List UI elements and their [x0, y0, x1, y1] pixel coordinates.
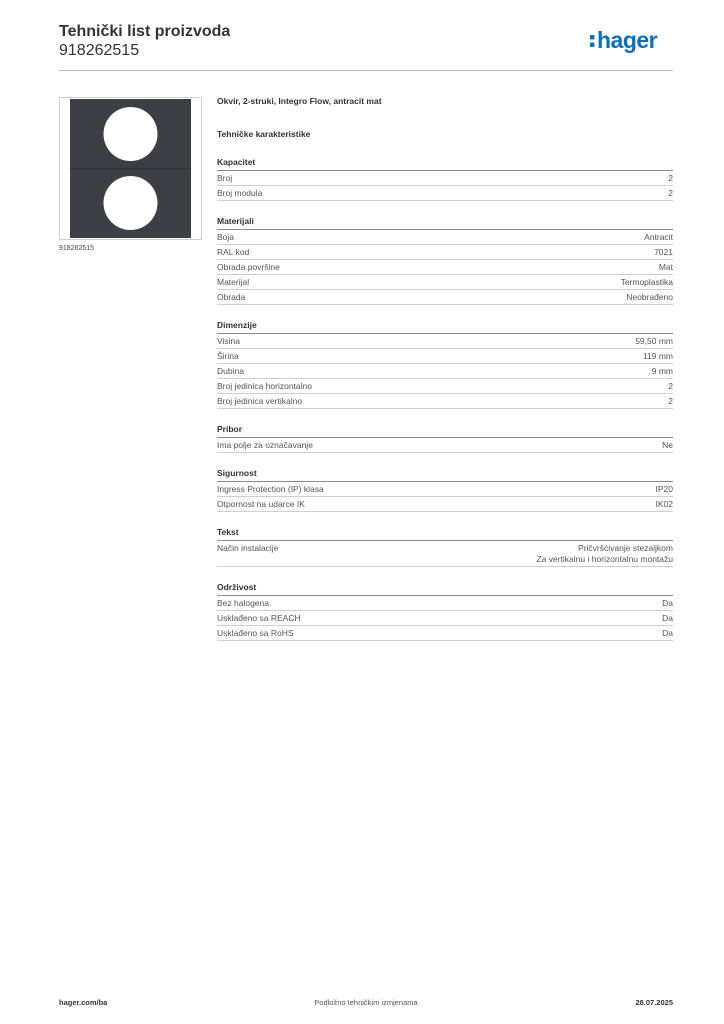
spec-value — [662, 628, 673, 639]
spec-row — [217, 334, 673, 349]
section-title: Tekst — [217, 527, 673, 541]
spec-value — [621, 277, 673, 288]
spec-label: Boja — [217, 232, 235, 242]
spec-label: Ima polje za označavanje — [217, 440, 313, 450]
spec-value-line: 2 — [668, 188, 673, 198]
spec-row — [217, 541, 673, 567]
tech-heading: Tehničke karakteristike — [217, 129, 311, 139]
spec-row — [217, 482, 673, 497]
spec-value — [668, 188, 673, 199]
spec-label: Broj jedinica horizontalno — [217, 381, 312, 391]
spec-label: Broj — [217, 173, 233, 183]
spec-value-line: 2 — [668, 173, 673, 183]
spec-label: Visina — [217, 336, 240, 346]
spec-label: RAL kod — [217, 247, 250, 257]
spec-label: Broj modula — [217, 188, 263, 198]
footer-website: hager.com/ba — [59, 998, 108, 1007]
spec-section — [217, 468, 673, 512]
spec-row — [217, 230, 673, 245]
product-image — [59, 97, 202, 240]
spec-value-line: Pričvršćivanje stezaljkom — [578, 543, 673, 553]
hager-logo — [589, 26, 673, 56]
spec-value-line: 9 mm — [651, 366, 673, 376]
spec-label: Otpornost na udarce IK — [217, 499, 305, 509]
spec-value — [668, 381, 673, 392]
spec-value — [626, 292, 673, 303]
page-header — [59, 22, 673, 70]
spec-value-line: Termoplastika — [620, 277, 673, 287]
spec-value — [644, 232, 673, 243]
spec-value-line: 59,50 mm — [635, 336, 673, 346]
spec-value-line: Za vertikalnu i horizontalnu montažu — [536, 554, 673, 564]
spec-label: Bez halogena — [217, 598, 269, 608]
spec-label: Širina — [217, 351, 239, 361]
spec-section — [217, 216, 673, 305]
spec-value — [654, 247, 673, 258]
section-title: Pribor — [217, 424, 673, 438]
section-title: Sigurnost — [217, 468, 673, 482]
spec-label: Obrada površine — [217, 262, 280, 272]
spec-row — [217, 364, 673, 379]
specifications — [217, 96, 673, 641]
spec-row — [217, 626, 673, 641]
footer-note: Podložno tehničkim izmjenama — [314, 998, 418, 1007]
spec-label: Dubina — [217, 366, 244, 376]
spec-value-line: Ne — [662, 440, 673, 450]
spec-row — [217, 171, 673, 186]
spec-value-line: Neobrađeno — [626, 292, 673, 302]
spec-row — [217, 497, 673, 512]
spec-value-line: IP20 — [655, 484, 673, 494]
spec-value — [668, 396, 673, 407]
spec-label: Broj jedinica vertikalno — [217, 396, 303, 406]
spec-row — [217, 438, 673, 453]
product-number: 918262515 — [59, 42, 140, 59]
spec-value-line: 119 mm — [642, 351, 673, 361]
spec-value — [656, 499, 674, 510]
spec-value-line: IK02 — [655, 499, 673, 509]
spec-value-line: Da — [662, 628, 673, 638]
spec-row — [217, 275, 673, 290]
spec-value-line: Da — [662, 598, 673, 608]
spec-section — [217, 527, 673, 567]
spec-row — [217, 611, 673, 626]
spec-label: Usklađeno sa REACH — [217, 613, 301, 623]
spec-row — [217, 379, 673, 394]
spec-value-line: 2 — [668, 396, 673, 406]
spec-value-line: Antracit — [644, 232, 673, 242]
spec-row — [217, 245, 673, 260]
spec-label: Materijal — [217, 277, 250, 287]
section-title: Kapacitet — [217, 157, 673, 171]
spec-value-line: Da — [662, 613, 673, 623]
spec-value — [635, 336, 673, 347]
spec-value — [659, 262, 673, 273]
spec-value-line: 7021 — [654, 247, 673, 257]
spec-value — [643, 351, 673, 362]
spec-value-line: 2 — [668, 381, 673, 391]
spec-row — [217, 186, 673, 201]
spec-value — [536, 543, 673, 565]
header-divider — [59, 70, 673, 71]
page-footer — [59, 998, 673, 1010]
spec-value — [652, 366, 673, 377]
frame-illustration — [60, 98, 201, 239]
spec-row — [217, 290, 673, 305]
document-title: Tehnički list proizvoda — [59, 23, 231, 40]
spec-value — [668, 173, 673, 184]
spec-label: Usklađeno sa RoHS — [217, 628, 294, 638]
spec-row — [217, 596, 673, 611]
spec-row — [217, 394, 673, 409]
spec-row — [217, 349, 673, 364]
spec-value — [656, 484, 674, 495]
image-caption: 918262515 — [59, 245, 95, 252]
spec-value-line: Mat — [658, 262, 673, 272]
spec-section — [217, 582, 673, 641]
section-title: Materijali — [217, 216, 673, 230]
spec-value — [662, 440, 673, 451]
spec-sections — [217, 157, 673, 641]
spec-section — [217, 424, 673, 453]
spec-section — [217, 157, 673, 201]
section-title: Održivost — [217, 582, 673, 596]
spec-label: Način instalacije — [217, 543, 279, 553]
spec-label: Ingress Protection (IP) klasa — [217, 484, 324, 494]
section-title: Dimenzije — [217, 320, 673, 334]
product-name: Okvir, 2-struki, Integro Flow, antracit mat — [217, 96, 382, 106]
logo-wordmark: hager — [597, 27, 658, 53]
spec-value — [662, 613, 673, 624]
spec-row — [217, 260, 673, 275]
spec-value — [662, 598, 673, 609]
spec-section — [217, 320, 673, 409]
footer-date: 28.07.2025 — [635, 998, 673, 1007]
spec-label: Obrada — [217, 292, 246, 302]
